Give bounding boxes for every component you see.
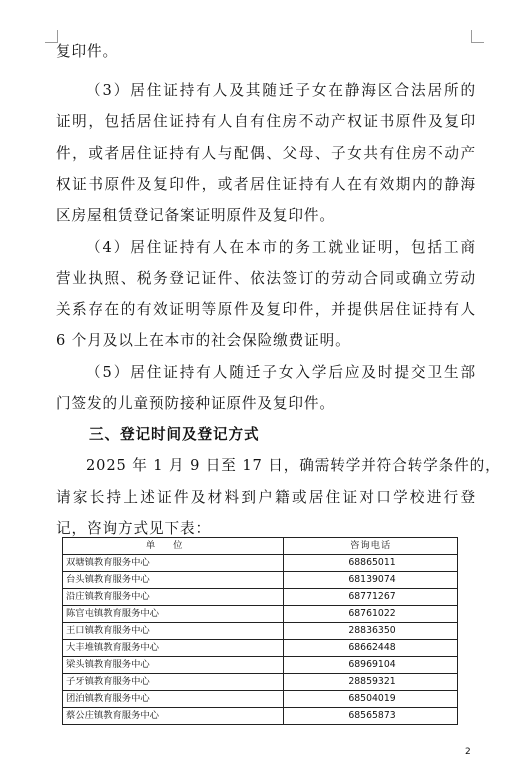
phone-cell: 68139074 — [284, 572, 458, 589]
unit-cell: 沿庄镇教育服务中心 — [63, 589, 284, 606]
paragraph-line: 权证书原件及复印件，或者居住证持有人在有效期内的静海 — [56, 176, 476, 193]
unit-cell: 双塘镇教育服务中心 — [63, 555, 284, 572]
unit-cell: 台头镇教育服务中心 — [63, 572, 284, 589]
table-row — [63, 691, 458, 708]
contact-table — [62, 537, 458, 725]
table-header-row — [63, 538, 458, 555]
paragraph-line: 复印件。 — [56, 43, 118, 60]
phone-cell: 68504019 — [284, 691, 458, 708]
phone-cell: 68662448 — [284, 640, 458, 657]
table-row — [63, 657, 458, 674]
table-row — [63, 674, 458, 691]
paragraph-line: 证明，包括居住证持有人自有住房不动产权证书原件及复印 — [56, 113, 476, 130]
table-row — [63, 708, 458, 725]
paragraph-line: 记，咨询方式见下表： — [56, 520, 211, 537]
table-row — [63, 572, 458, 589]
paragraph-line: 2025 年 1 月 9 日至 17 日，确需转学并符合转学条件的， — [86, 457, 501, 474]
paragraph-line: （3）居住证持有人及其随迁子女在静海区合法居所的 — [86, 82, 476, 99]
table-row — [63, 555, 458, 572]
unit-cell: 蔡公庄镇教育服务中心 — [63, 708, 284, 725]
phone-cell: 68969104 — [284, 657, 458, 674]
phone-cell: 68761022 — [284, 606, 458, 623]
paragraph-line: 关系存在的有效证明等原件及复印件，并提供居住证持有人 — [56, 301, 476, 318]
table-row — [63, 589, 458, 606]
paragraph-line: 门签发的儿童预防接种证原件及复印件。 — [56, 395, 335, 412]
page-number: 2 — [465, 747, 471, 757]
paragraph-line: （5）居住证持有人随迁子女入学后应及时提交卫生部 — [86, 364, 476, 381]
paragraph-line: 营业执照、税务登记证件、依法签订的劳动合同或确立劳动 — [56, 270, 476, 287]
phone-cell: 68771267 — [284, 589, 458, 606]
table-row — [63, 640, 458, 657]
unit-cell: 梁头镇教育服务中心 — [63, 657, 284, 674]
unit-cell: 大丰堆镇教育服务中心 — [63, 640, 284, 657]
paragraph-line: 6 个月及以上在本市的社会保险缴费证明。 — [56, 332, 351, 349]
column-header-phone: 咨询电话 — [284, 538, 458, 555]
table-row — [63, 606, 458, 623]
column-header-unit: 单位 — [63, 538, 284, 555]
unit-cell: 子牙镇教育服务中心 — [63, 674, 284, 691]
paragraph-line: （4）居住证持有人在本市的务工就业证明，包括工商 — [86, 239, 476, 256]
paragraph-line: 请家长持上述证件及材料到户籍或居住证对口学校进行登 — [56, 489, 476, 506]
paragraph-line: 区房屋租赁登记备案证明原件及复印件。 — [56, 207, 335, 224]
table-row — [63, 623, 458, 640]
section-heading: 三、登记时间及登记方式 — [89, 426, 260, 443]
unit-cell: 陈官屯镇教育服务中心 — [63, 606, 284, 623]
phone-cell: 68865011 — [284, 555, 458, 572]
paragraph-line: 件，或者居住证持有人与配偶、父母、子女共有住房不动产 — [56, 145, 476, 162]
phone-cell: 28836350 — [284, 623, 458, 640]
phone-cell: 68565873 — [284, 708, 458, 725]
unit-cell: 团泊镇教育服务中心 — [63, 691, 284, 708]
unit-cell: 王口镇教育服务中心 — [63, 623, 284, 640]
phone-cell: 28859321 — [284, 674, 458, 691]
